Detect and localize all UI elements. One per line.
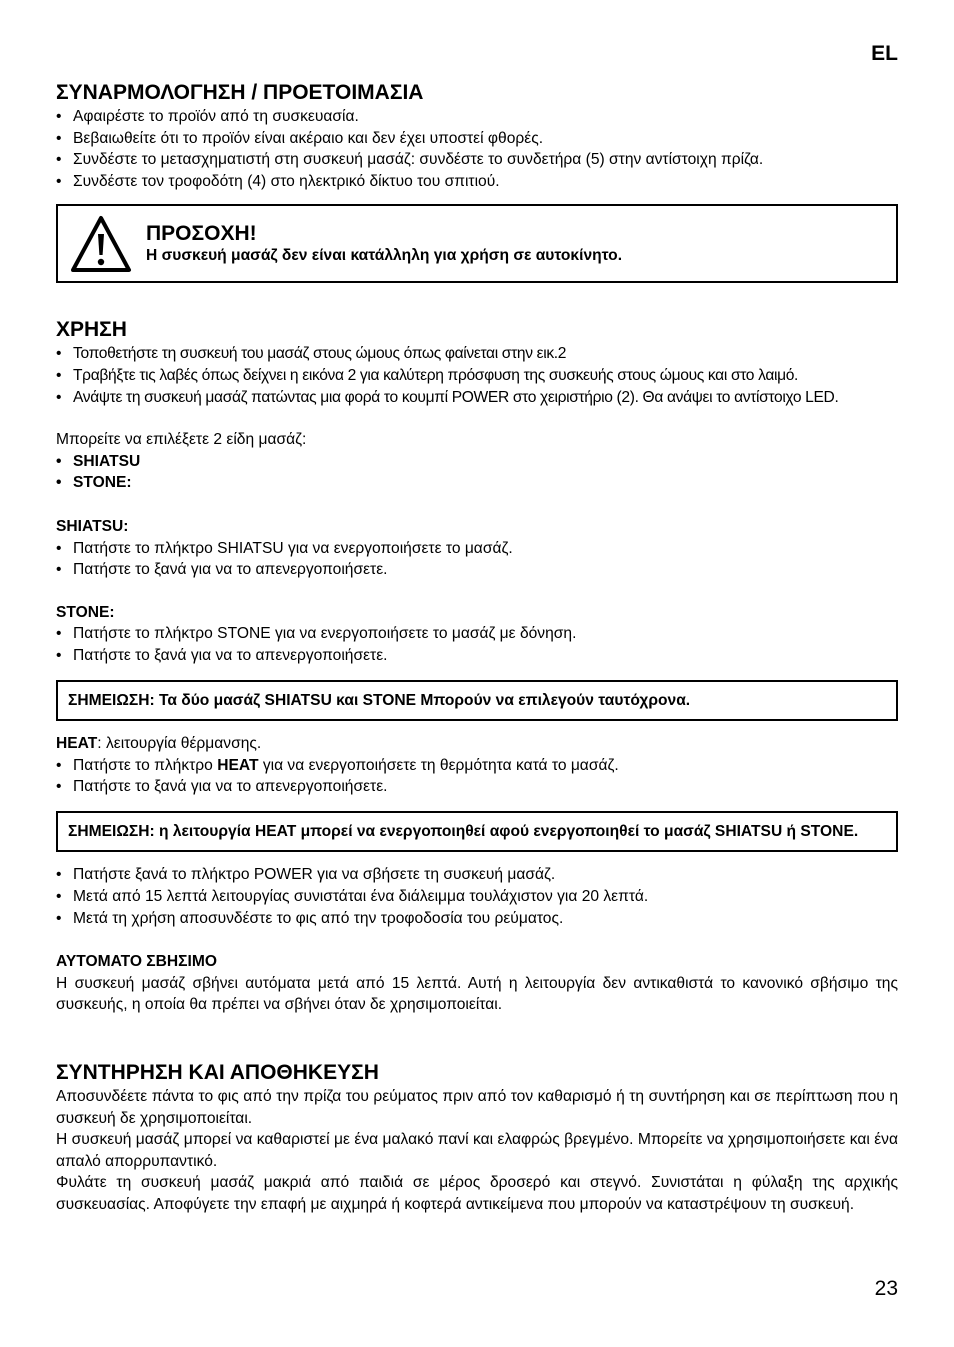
auto-off-text: Η συσκευή μασάζ σβήνει αυτόματα μετά από 15 λεπτά. Αυτή η λειτουργία δεν αντικαθιστά το κανονικό σβήσιμο της συσκευής, η οποία θα πρέπει να σβήνει όταν δε χρησιμοποιείται.	[56, 974, 898, 1014]
list-item: • Πατήστε ξανά το πλήκτρο POWER για να σβήσετε τη συσκευή μασάζ.	[56, 864, 898, 886]
language-code: EL	[871, 42, 898, 65]
list-item: • Πατήστε το πλήκτρο SHIATSU για να ενεργοποιήσετε το μασάζ.	[56, 538, 898, 560]
maintenance-title: ΣΥΝΤΗΡΗΣΗ ΚΑΙ ΑΠΟΘΗΚΕΥΣΗ	[56, 1061, 379, 1085]
shiatsu-title: SHIATSU:	[56, 517, 129, 535]
stone-title: STONE:	[56, 603, 115, 621]
list-item: • Βεβαιωθείτε ότι το προϊόν είναι ακέραιο και δεν έχει υποστεί φθορές.	[56, 128, 898, 150]
list-item: • Πατήστε το πλήκτρο STONE για να ενεργοποιήσετε το μασάζ με δόνηση.	[56, 623, 898, 645]
note-box: ΣΗΜΕΙΩΣΗ: η λειτουργία HEAT μπορεί να ενεργοποιηθεί αφού ενεργοποιηθεί το μασάζ SHIATSU ή STONE.	[56, 811, 898, 853]
maintenance-paragraph: Η συσκευή μασάζ μπορεί να καθαριστεί με ένα μαλακό πανί και ελαφρώς βρεγμένο. Μπορείτε να χρησιμοποιήσετε και ένα απαλό απορρυπαντικό.	[56, 1131, 898, 1170]
warning-text	[146, 221, 622, 266]
usage-list	[56, 343, 898, 408]
auto-off-title: ΑΥΤΟΜΑΤΟ ΣΒΗΣΙΜΟ	[56, 953, 217, 971]
power-off-list	[56, 864, 898, 929]
maintenance-paragraph: Αποσυνδέετε πάντα το φις από την πρίζα του ρεύματος πριν από τον καθαρισμό ή τη συντήρηση και σε περίπτωση που η συσκευή δε χρησιμοποιείται.	[56, 1088, 898, 1127]
usage-title: ΧΡΗΣΗ	[56, 318, 127, 342]
warning-box	[56, 204, 898, 283]
page-content	[56, 0, 898, 1216]
list-item: • Ανάψτε τη συσκευή μασάζ πατώντας μια φορά το κουμπί POWER στο χειριστήριο (2). Θα ανάψει το αντίστοιχο LED.	[56, 387, 898, 409]
warning-body: Η συσκευή μασάζ δεν είναι κατάλληλη για χρήση σε αυτοκίνητο.	[146, 247, 623, 265]
heat-item-text: για να ενεργοποιήσετε τη θερμότητα κατά το μασάζ.	[258, 756, 619, 774]
stone-list	[56, 623, 898, 666]
assembly-list	[56, 106, 898, 192]
heat-desc: : λειτουργία θέρμανσης.	[97, 735, 262, 753]
warning-triangle-icon	[70, 215, 132, 273]
heat-key: HEAT	[217, 756, 259, 774]
list-item: • Συνδέστε τον τροφοδότη (4) στο ηλεκτρικό δίκτυο του σπιτιού.	[56, 171, 898, 193]
note-box: ΣΗΜΕΙΩΣΗ: Τα δύο μασάζ SHIATSU και STONE Μπορούν να επιλεγούν ταυτόχρονα.	[56, 680, 898, 722]
maintenance-paragraph: Φυλάτε τη συσκευή μασάζ μακριά από παιδιά σε μέρος δροσερό και στεγνό. Συνιστάται η φύλαξη της αρχικής συσκευασίας. Αποφύγετε την επαφή με αιχμηρά ή κοφτερά αντικείμενα που μπορούν να καταστρέψουν τη συσκευή.	[56, 1174, 898, 1213]
list-item: • Πατήστε το ξανά για να το απενεργοποιήσετε.	[56, 776, 898, 798]
list-item: • Μετά τη χρήση αποσυνδέστε το φις από την τροφοδοσία του ρεύματος.	[56, 908, 898, 930]
list-item	[56, 755, 898, 777]
list-item: • Τραβήξτε τις λαβές όπως δείχνει η εικόνα 2 για καλύτερη πρόσφυση της συσκευής στους ώμους και στο λαιμό.	[56, 365, 898, 387]
assembly-title: ΣΥΝΑΡΜΟΛΟΓΗΣΗ / ΠΡΟΕΤΟΙΜΑΣΙΑ	[56, 81, 424, 104]
list-item: • Συνδέστε το μετασχηματιστή στη συσκευή μασάζ: συνδέστε το συνδετήρα (5) στην αντίστοιχη πρίζα.	[56, 149, 898, 171]
heat-list	[56, 755, 898, 798]
list-item: • Μετά από 15 λεπτά λειτουργίας συνιστάται ένα διάλειμμα τουλάχιστον για 20 λεπτά.	[56, 886, 898, 908]
shiatsu-list	[56, 538, 898, 581]
list-item: • Τοποθετήστε τη συσκευή του μασάζ στους ώμους όπως φαίνεται στην εικ.2	[56, 343, 898, 365]
massage-types-intro: Μπορείτε να επιλέξετε 2 είδη μασάζ:	[56, 431, 307, 449]
page-number: 23	[874, 1277, 898, 1300]
heat-label: HEAT	[56, 735, 98, 753]
list-item: • Αφαιρέστε το προϊόν από τη συσκευασία.	[56, 106, 898, 128]
warning-title: ΠΡΟΣΟΧΗ!	[146, 222, 257, 246]
heat-intro	[56, 733, 898, 755]
list-item: • Πατήστε το ξανά για να το απενεργοποιήσετε.	[56, 559, 898, 581]
heat-item-text: Πατήστε το πλήκτρο	[73, 756, 218, 774]
massage-types-list	[56, 451, 898, 494]
list-item: • STONE:	[56, 472, 898, 494]
list-item: • SHIATSU	[56, 451, 898, 473]
list-item: • Πατήστε το ξανά για να το απενεργοποιήσετε.	[56, 645, 898, 667]
